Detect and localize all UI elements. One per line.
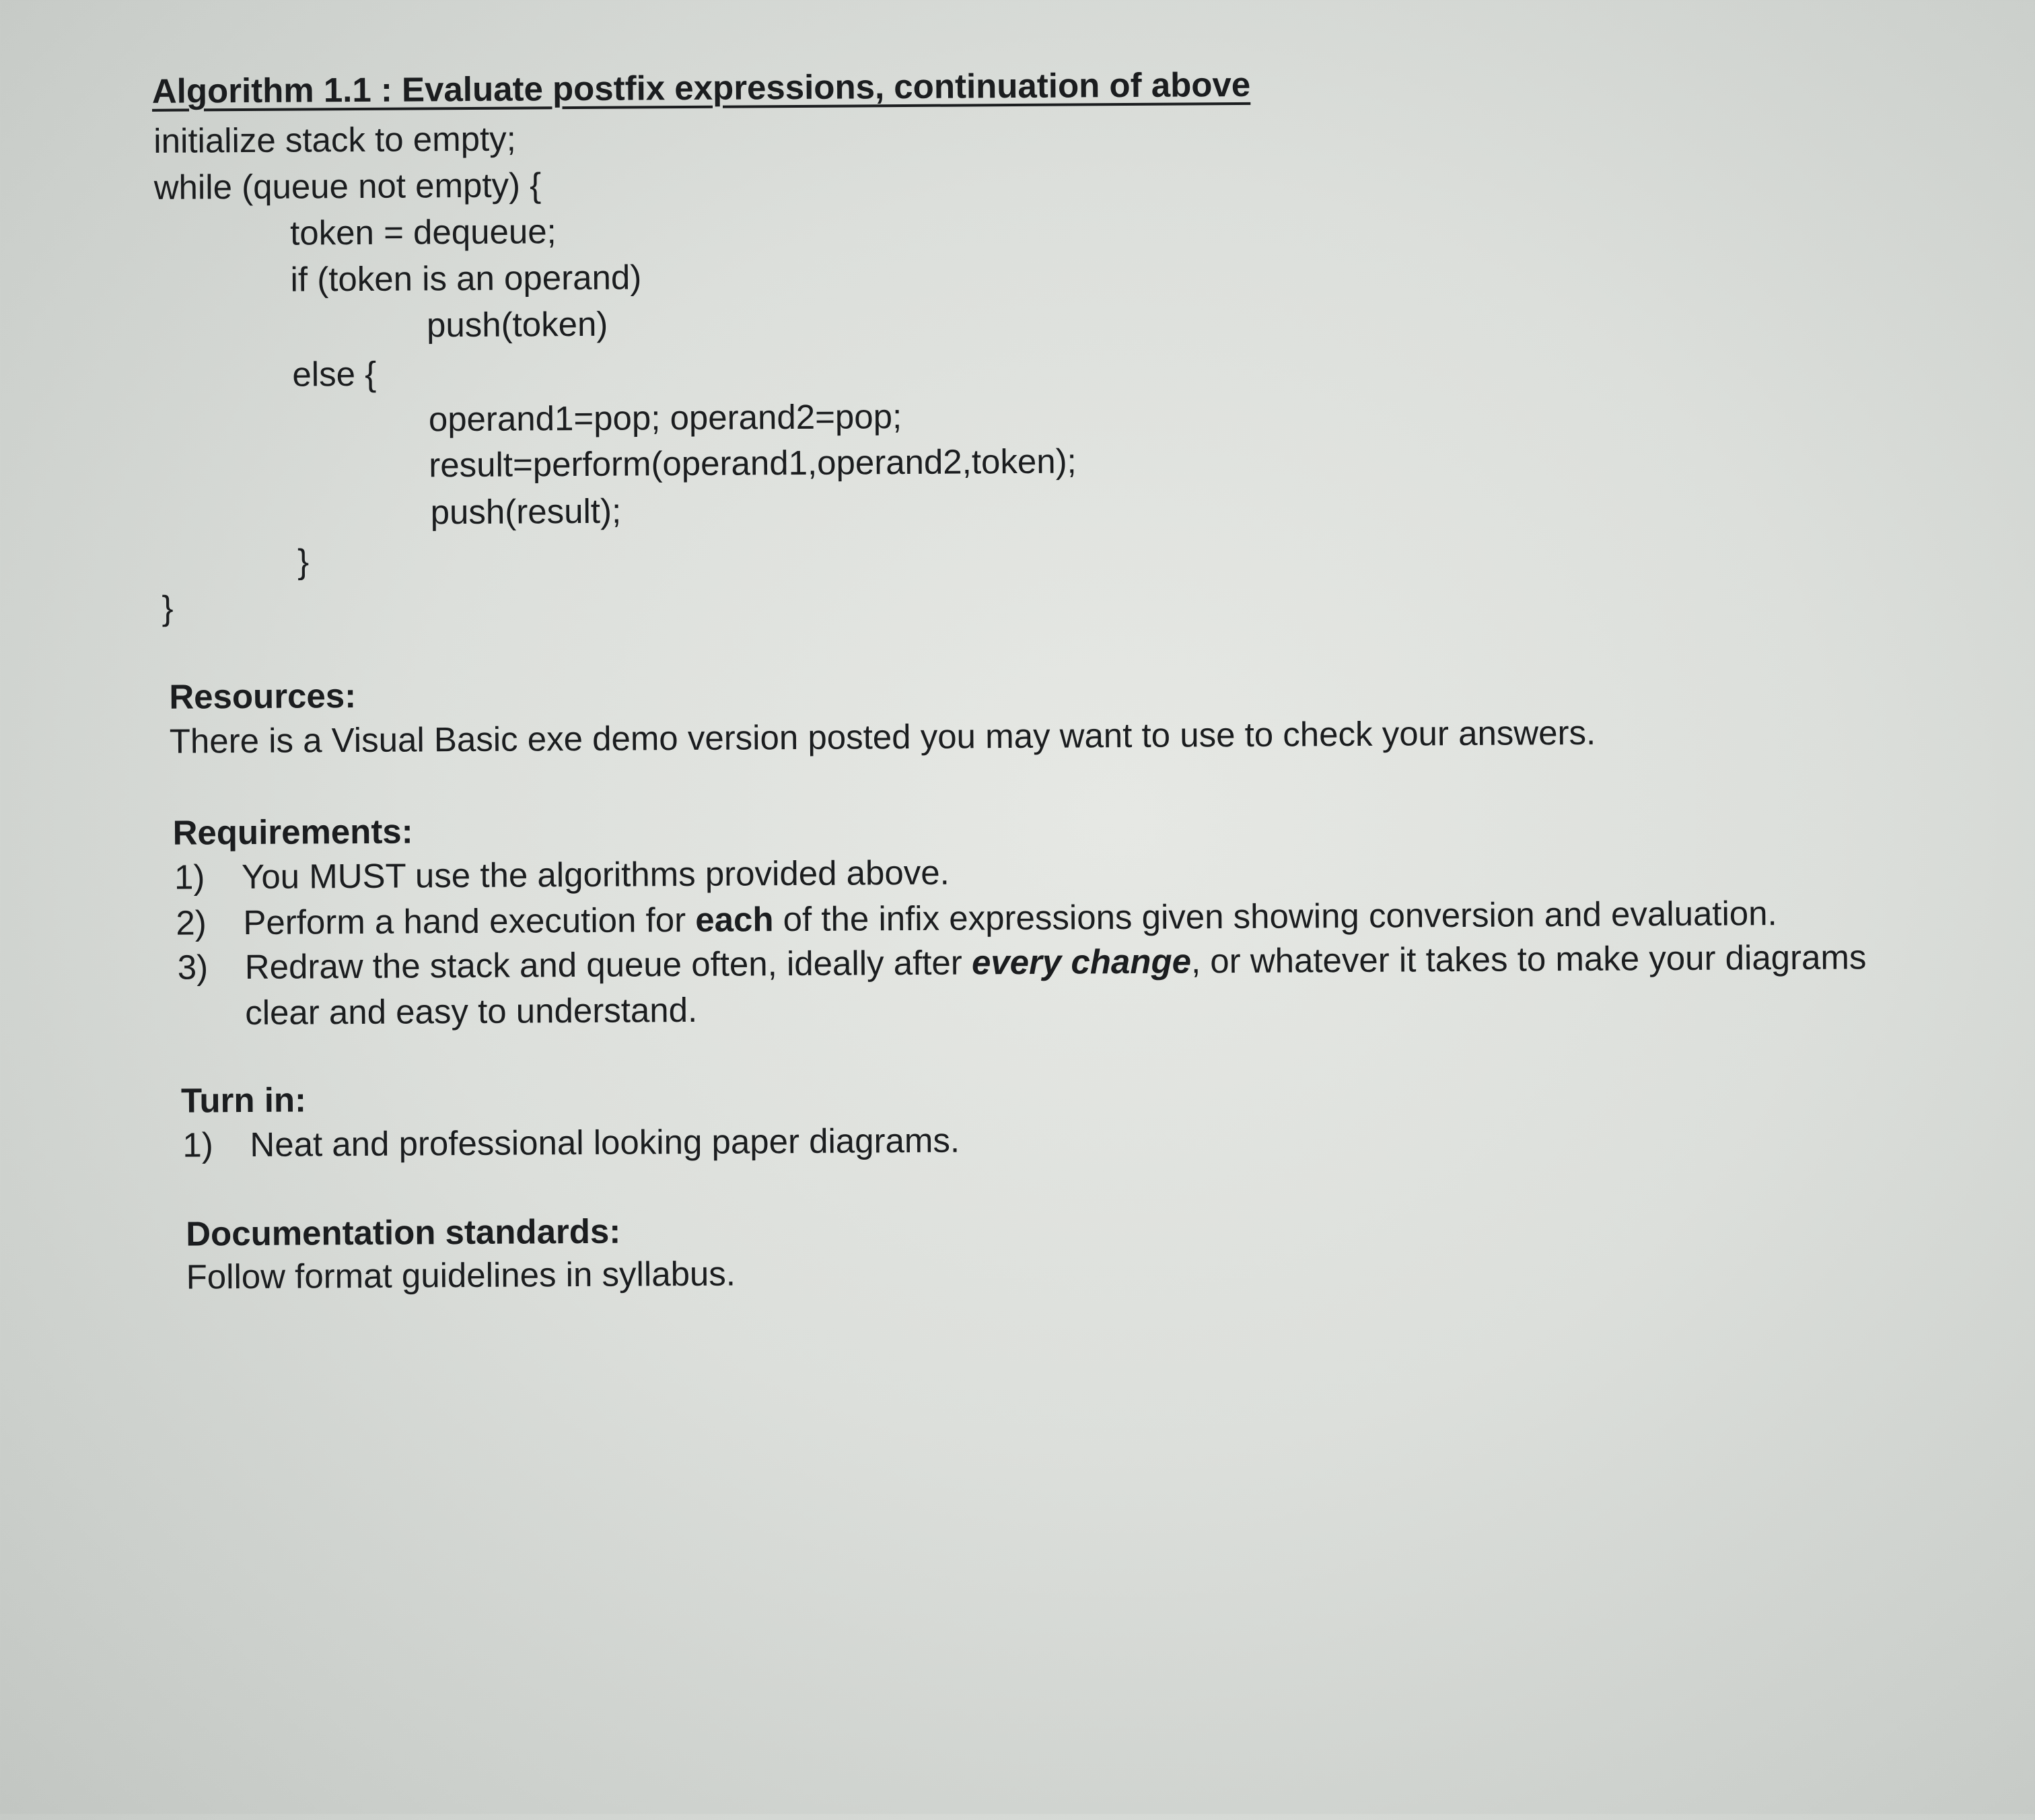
algorithm-title: Algorithm 1.1 : Evaluate postfix expressions, continuation of above [151,65,1251,110]
code-line: while (queue not empty) { [153,166,542,207]
turn-in-heading: Turn in: [180,1080,307,1120]
item-text-part: , or whatever it takes to make your diagrams [1190,938,1867,981]
requirements-heading: Requirements: [172,812,413,852]
item-number: 2) [176,903,207,942]
code-line: } [297,542,310,581]
item-number: 1) [182,1125,213,1164]
requirement-item [174,853,950,897]
item-text [243,893,1777,943]
requirement-item [176,894,1777,943]
code-line: push(token) [426,304,608,345]
turn-in-item [182,1121,960,1165]
resources-text: There is a Visual Basic exe demo version posted you may want to use to check your answers. [169,713,1596,761]
code-line: initialize stack to empty; [153,119,517,160]
code-line: else { [292,354,377,394]
emphasis-text: each [695,900,774,939]
item-text-part: of the infix expressions given showing conversion and evaluation. [773,894,1777,939]
code-line: if (token is an operand) [290,258,642,299]
documentation-heading: Documentation standards: [186,1212,621,1253]
documentation-text: Follow format guidelines in syllabus. [186,1254,736,1296]
item-number: 3) [177,948,209,987]
item-text-part: Perform a hand execution for [243,900,696,942]
item-text: You MUST use the algorithms provided above. [241,853,950,897]
emphasis-text: every change [971,942,1192,982]
item-number: 1) [174,858,205,897]
requirement-item-continuation: clear and easy to understand. [245,990,698,1032]
code-line: push(result); [430,491,622,532]
requirement-item [177,938,1867,987]
code-line: operand1=pop; operand2=pop; [428,397,902,439]
code-line: } [162,588,174,627]
item-text-part: Redraw the stack and queue often, ideally after [244,943,972,987]
item-text: Neat and professional looking paper diagrams. [250,1121,960,1164]
code-line: token = dequeue; [289,212,557,252]
item-text [245,937,1867,987]
code-line: result=perform(operand1,operand2,token); [429,442,1077,485]
resources-heading: Resources: [169,676,357,716]
